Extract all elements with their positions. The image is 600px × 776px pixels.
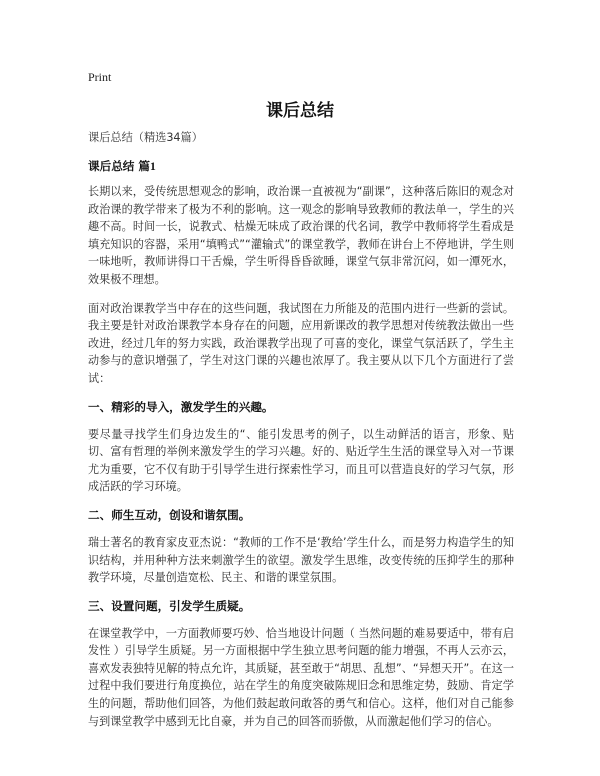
subsection-heading: 一、精彩的导入，激发学生的兴趣。 [88, 399, 274, 414]
print-link[interactable]: Print [88, 70, 112, 84]
paragraph: 在课堂教学中，一方面教师要巧妙、恰当地设计问题（ 当然问题的难易要适中，带有启发性 ）引导学生质疑。另一方面根据中学生独立思考问题的能力增强，不再人云亦云，喜欢发表独特见解的特点允许，其质疑，甚至敢于“胡思、乱想”、“异想天开”。在这一过程中我们要进行角度换位，站在学生的角度突破陈规旧念和思维定势，鼓励、肯定学生的问题，帮助他们回答，为他们鼓起敢问敢答的勇气和信心。这样，他们对自己能参与到课堂教学中感到无比自豪，并为自己的回答而骄傲，从而激起他们学习的信心。 [88, 626, 514, 728]
article-body [88, 130, 514, 741]
subsection-heading: 二、师生互动，创设和谐氛围。 [88, 507, 251, 522]
paragraph: 长期以来，受传统思想观念的影响，政治课一直被视为“副课”，这种落后陈旧的观念对政治课的教学带来了极为不利的影响。这一观念的影响导致教师的教法单一，学生的兴趣不高。时间一长，说教式、枯燥无味成了政治课的代名词，教学中教师将学生看成是填充知识的容器，采用“填鸭式”“灌输式”的课堂教学，教师在讲台上不停地讲，学生则一味地听，教师讲得口干舌燥，学生听得昏昏欲睡，课堂气氛非常沉闷，如一潭死水，效果极不理想。 [88, 185, 514, 286]
section-number: 1 [150, 160, 156, 173]
article-subtitle: 课后总结（精选34篇） [88, 131, 203, 144]
subsection-heading: 三、设置问题，引发学生质疑。 [88, 598, 251, 613]
page-title: 课后总结 [266, 101, 334, 121]
paragraph: 面对政治课教学当中存在的这些问题，我试图在力所能及的范围内进行一些新的尝试。我主要是针对政治课教学本身存在的问题，应用新课改的教学思想对传统教法做出一些改进，经过几年的努力实践，政治课教学出现了可喜的变化，课堂气氛活跃了，学生主动参与的意识增强了，学生对这门课的兴趣也浓厚了。我主要从以下几个方面进行了尝试： [88, 301, 514, 385]
paragraph: 要尽量寻找学生们身边发生的“、能引发思考的例子，以生动鲜活的语言，形象、贴切、富有哲理的举例来激发学生的学习兴趣。好的、贴近学生生活的课堂导入对一节课尤为重要，它不仅有助于引导学生进行探索性学习，而且可以营造良好的学习气氛，形成活跃的学习环境。 [88, 427, 514, 494]
paragraph: 瑞士著名的教育家皮亚杰说：“教师的工作不是‘教给’学生什么，而是努力构造学生的知识结构，并用种种方法来刺激学生的欲望。激发学生思维，改变传统的压抑学生的那种教学环境，尽量创造宽松、民主、和谐的课堂氛围。 [88, 535, 514, 585]
section-title [88, 158, 514, 175]
section-title-prefix: 课后总结 篇 [88, 159, 151, 173]
